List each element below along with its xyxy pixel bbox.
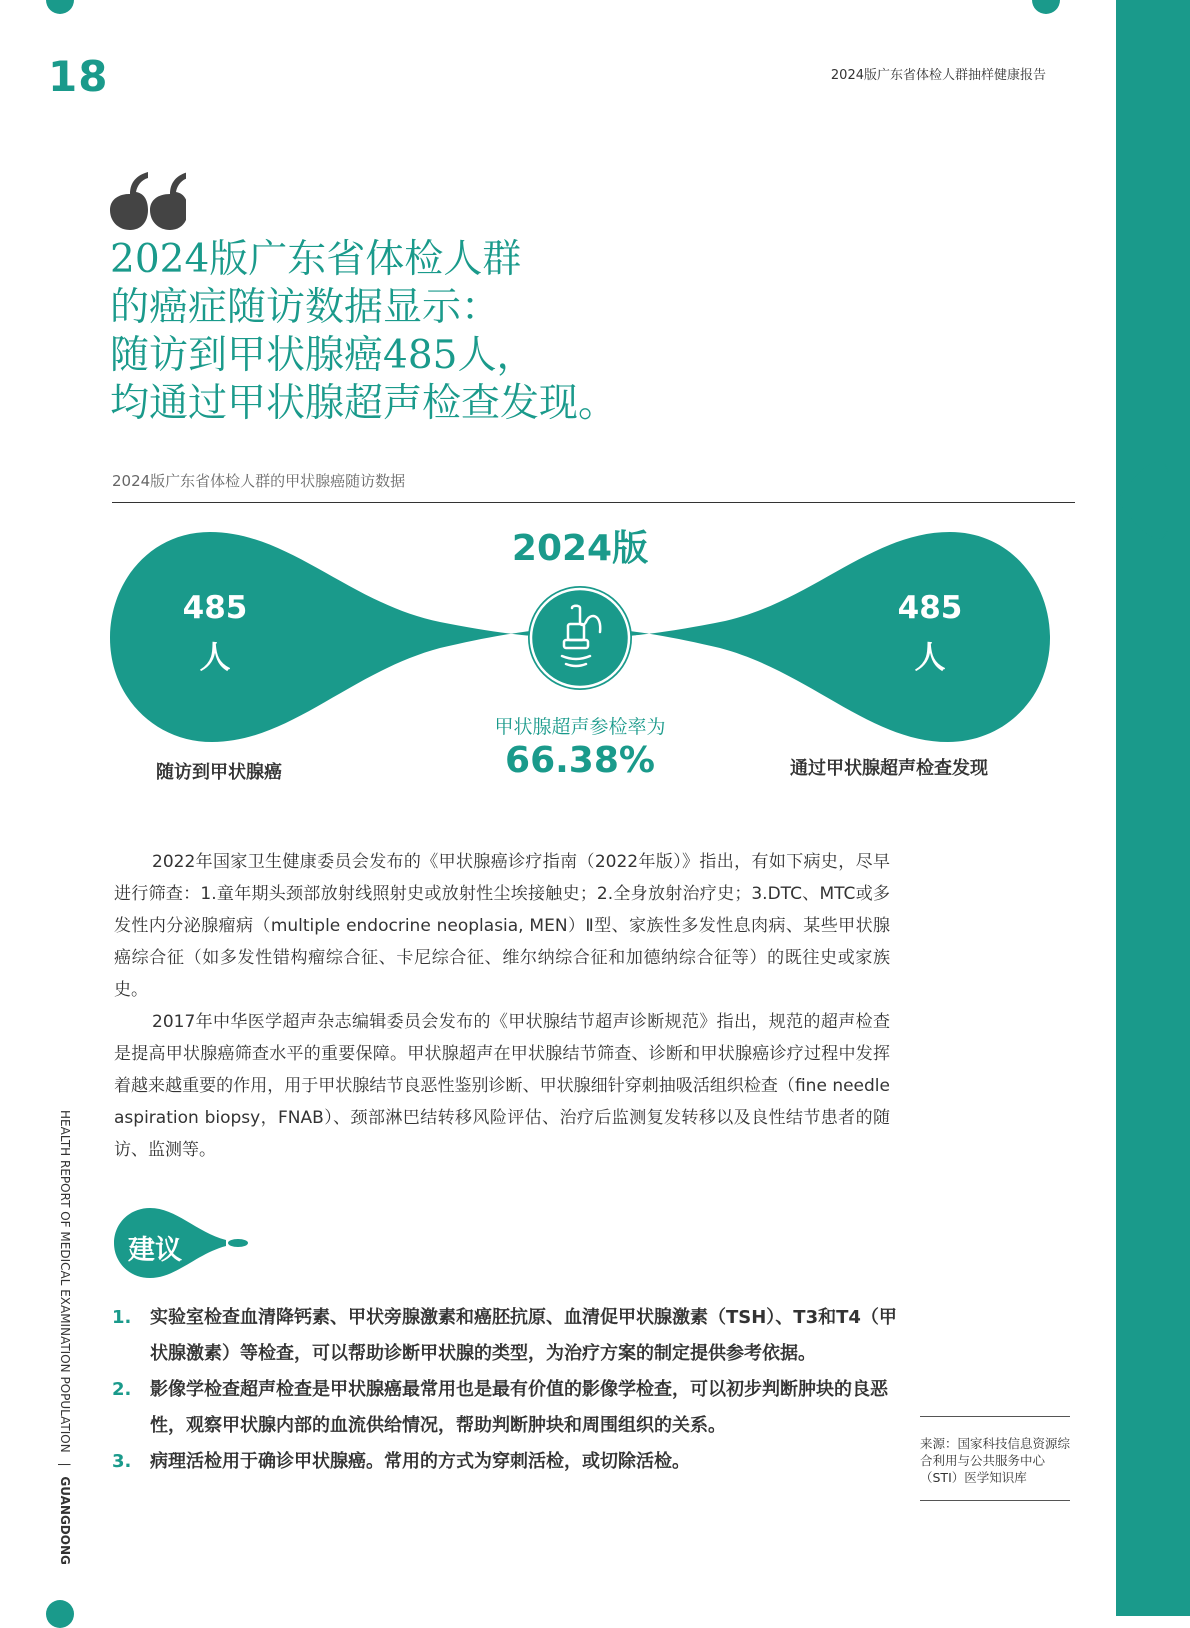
headline-line: 随访到甲状腺癌485人， — [110, 333, 536, 378]
report-header-title: 2024版广东省体检人群抽样健康报告 — [830, 68, 1046, 83]
headline — [110, 236, 750, 428]
left-stat-caption: 随访到甲状腺癌 — [156, 762, 282, 783]
headline-line: 均通过甲状腺超声检查发现。 — [110, 381, 618, 426]
ultrasound-rate-label: 甲状腺超声参检率为 — [494, 716, 666, 738]
advice-item — [112, 1300, 912, 1372]
decor-dot-top-left — [46, 0, 74, 14]
advice-item-number: 3. — [112, 1451, 132, 1472]
advice-item-text: 影像学检查超声检查是甲状腺癌最常用也是最有价值的影像学检查，可以初步判断肿块的良恶性，观察甲状腺内部的血流供给情况，帮助判断肿块和周围组织的关系。 — [150, 1379, 888, 1436]
advice-title: 建议 — [128, 1235, 182, 1266]
advice-item — [112, 1444, 912, 1480]
left-stat-value: 485 — [182, 590, 248, 626]
advice-item — [112, 1372, 912, 1444]
advice-item-number: 2. — [112, 1379, 132, 1400]
source-note: 来源：国家科技信息资源综合利用与公共服务中心（STI）医学知识库 — [920, 1416, 1070, 1501]
page-number: 18 — [48, 52, 109, 101]
quote-mark-icon — [110, 172, 186, 230]
decor-dot-top-right — [1032, 0, 1060, 14]
advice-item-number: 1. — [112, 1307, 132, 1328]
left-stat-unit: 人 — [199, 640, 231, 676]
body-paragraph: 2022年国家卫生健康委员会发布的《甲状腺癌诊疗指南（2022年版）》指出，有如下病史，尽早进行筛查：1.童年期头颈部放射线照射史或放射性尘埃接触史；2.全身放射治疗史；3.DTC、MTC或多发性内分泌腺瘤病（multiple endocrine neoplasia, MEN）Ⅱ型、家族性多发性息肉病、某些甲状腺癌综合征（如多发性错构瘤综合征、卡尼综合征、维尔纳综合征和加德纳综合征等）的既往史或家族史。 — [114, 852, 890, 1000]
followup-infographic — [100, 512, 1060, 802]
right-stat-unit: 人 — [914, 640, 946, 676]
advice-item-text: 病理活检用于确诊甲状腺癌。常用的方式为穿刺活检，或切除活检。 — [150, 1451, 690, 1472]
right-sidebar-band — [1116, 0, 1190, 1616]
side-label-separator: | — [58, 1462, 72, 1467]
divider-rule — [112, 502, 1075, 503]
vertical-side-label — [56, 1110, 72, 1565]
sidebar-tab-shape — [1080, 455, 1170, 545]
side-label-region: GUANGDONG — [58, 1476, 72, 1565]
advice-item-text: 实验室检查血清降钙素、甲状旁腺激素和癌胚抗原、血清促甲状腺激素（TSH）、T3和T4（甲状腺激素）等检查，可以帮助诊断甲状腺的类型，为治疗方案的制定提供参考依据。 — [150, 1307, 897, 1364]
right-stat-value: 485 — [897, 590, 963, 626]
headline-line: 的癌症随访数据显示： — [110, 285, 501, 330]
infographic-subtitle: 2024版广东省体检人群的甲状腺癌随访数据 — [112, 472, 406, 490]
body-text — [114, 846, 890, 1166]
year-label: 2024版 — [511, 528, 649, 569]
headline-line: 2024版广东省体检人群 — [110, 237, 522, 282]
side-label-text: HEALTH REPORT OF MEDICAL EXAMINATION POPULATION — [58, 1110, 72, 1453]
advice-list — [112, 1300, 912, 1480]
decor-dot-bottom-left — [46, 1600, 74, 1628]
body-paragraph: 2017年中华医学超声杂志编辑委员会发布的《甲状腺结节超声诊断规范》指出，规范的超声检查是提高甲状腺癌筛查水平的重要保障。甲状腺超声在甲状腺结节筛查、诊断和甲状腺癌诊疗过程中发挥着越来越重要的作用，用于甲状腺结节良恶性鉴别诊断、甲状腺细针穿刺抽吸活组织检查（fine needle aspiration biopsy，FNAB）、颈部淋巴结转移风险评估、治疗后监测复发转移以及良性结节患者的随访、监测等。 — [114, 1012, 890, 1160]
right-stat-caption: 通过甲状腺超声检查发现 — [790, 758, 988, 779]
ultrasound-probe-icon — [550, 604, 610, 676]
ultrasound-rate-value: 66.38% — [505, 740, 655, 781]
